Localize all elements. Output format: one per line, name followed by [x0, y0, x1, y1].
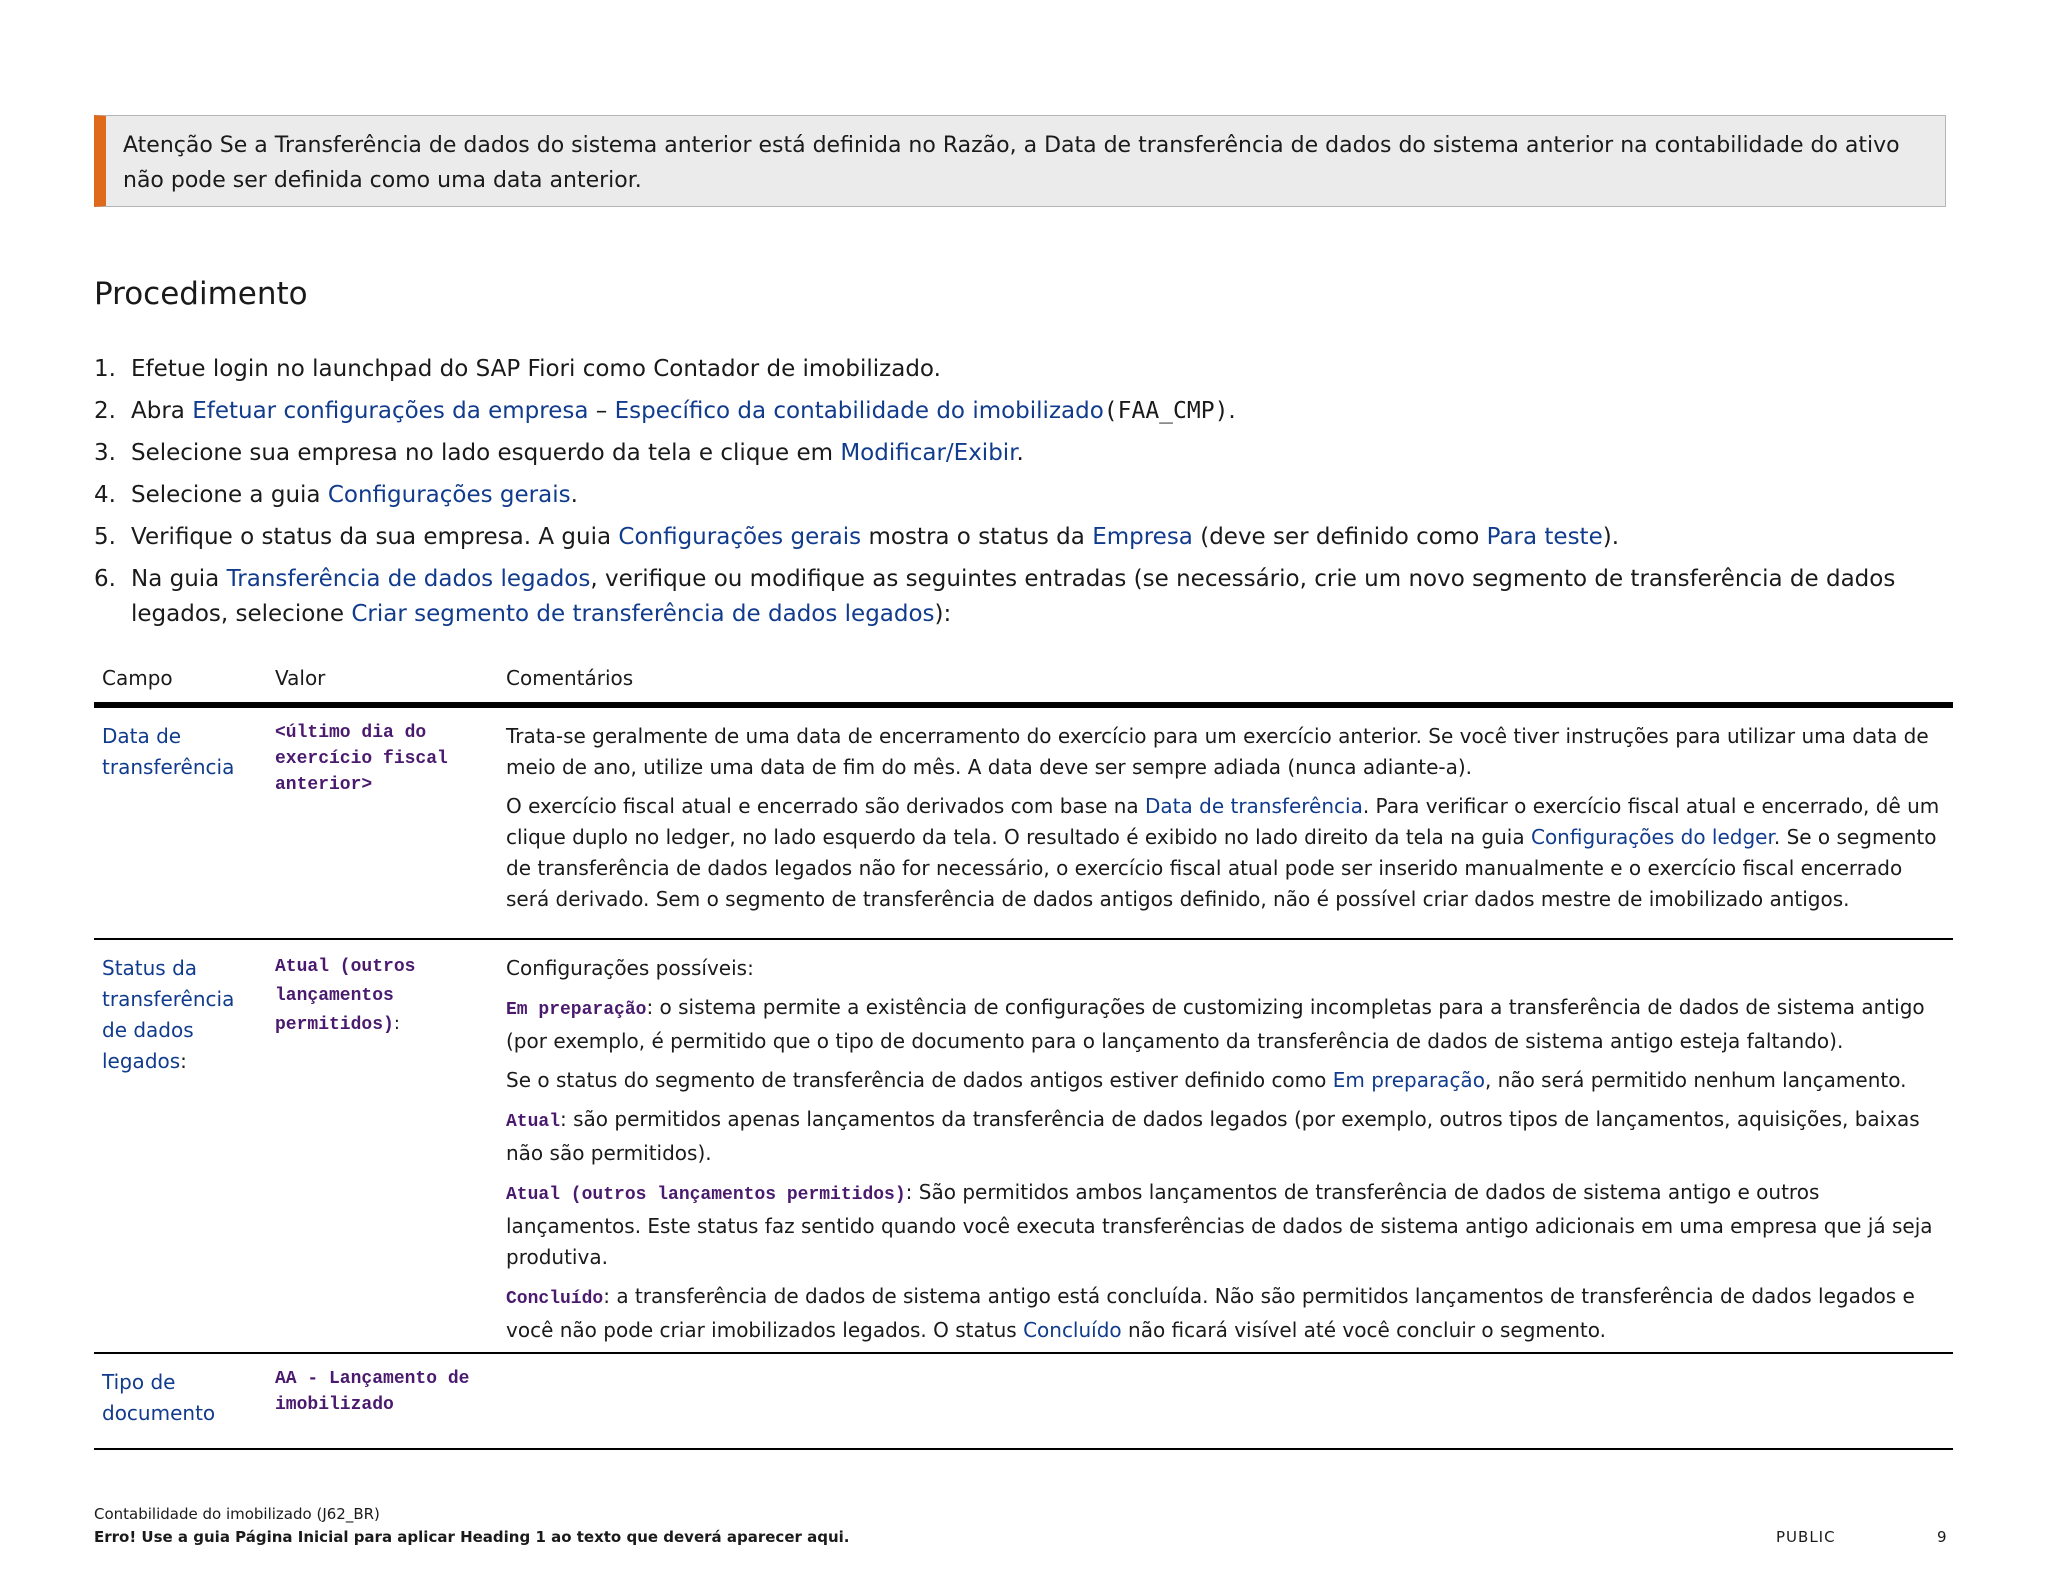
create-legacy-segment-link[interactable]: Criar segmento de transferência de dados legados — [351, 601, 935, 627]
comment-text: : a transferência de dados de sistema antigo está concluída. Não são permitidos lançamentos de transferência de dados legados e você não pode criar imobilizados legados. O status — [506, 1284, 1915, 1342]
step-text: Na guia — [131, 566, 227, 592]
step-dash: – — [588, 398, 615, 424]
comment-text: : são permitidos apenas lançamentos da transferência de dados legados (por exemplo, outros tipos de lançamentos, aquisições, baixas não são permitidos). — [506, 1107, 1920, 1165]
table-row — [94, 940, 1953, 1354]
step-text-end: ): — [934, 601, 952, 627]
status-code: Em preparação — [506, 1000, 647, 1020]
step-text: Selecione a guia — [131, 482, 328, 508]
status-code: Atual — [506, 1112, 561, 1132]
step-text-end: . — [1016, 440, 1024, 466]
comment-text: não ficará visível até você concluir o segmento. — [1121, 1318, 1606, 1342]
step-6 — [94, 562, 1954, 632]
comment-text: : São permitidos ambos lançamentos de transferência de dados de sistema antigo e outros lançamentos. Este status faz sentido quando você executa transferências de dados de sistema antigo adicionais em uma empresa que já seja produtiva. — [506, 1180, 1933, 1269]
asset-accounting-specific-link[interactable]: Específico da contabilidade do imobilizado — [614, 398, 1104, 424]
value-document-type: AA - Lançamento de imobilizado — [275, 1369, 470, 1415]
transfer-date-link: Data de transferência — [1145, 794, 1363, 818]
field-document-type: Tipo de documento — [102, 1370, 216, 1425]
company-link[interactable]: Empresa — [1092, 524, 1193, 550]
step-text-end: . — [570, 482, 578, 508]
table-row — [94, 1354, 1953, 1450]
step-number: 5. — [94, 524, 116, 550]
general-settings-link[interactable]: Configurações gerais — [618, 524, 862, 550]
legacy-data-transfer-link[interactable]: Transferência de dados legados — [226, 566, 591, 592]
comment-paragraph — [506, 1281, 1943, 1346]
comment-paragraph — [506, 992, 1943, 1057]
step-text: Verifique o status da sua empresa. A guia — [131, 524, 619, 550]
in-preparation-link: Em preparação — [1332, 1068, 1485, 1092]
comment-text: Se o status do segmento de transferência de dados antigos estiver definido como — [506, 1068, 1333, 1092]
settings-table — [94, 658, 1953, 1450]
step-3 — [94, 436, 1954, 471]
value-transfer-date: <último dia do exercício fiscal anterior> — [275, 723, 448, 795]
modify-display-link[interactable]: Modificar/Exibir — [840, 440, 1017, 466]
step-text: Efetue login no launchpad do SAP Fiori como Contador de imobilizado. — [131, 356, 941, 382]
value-code: Atual (outros lançamentos permitidos) — [275, 957, 416, 1035]
value-transfer-status — [275, 952, 445, 1039]
step-4 — [94, 478, 1954, 513]
field-transfer-status — [102, 953, 235, 1077]
step-text-end: . — [1228, 398, 1236, 424]
step-text-mid: , verifique ou modifique as seguintes entradas (se necessário, crie um novo segmento de transferência de dados legados, selecione — [131, 566, 1896, 627]
step-text-mid: (deve ser definido como — [1192, 524, 1487, 550]
comment-paragraph: Trata-se geralmente de uma data de encerramento do exercício para um exercício anterior. Se você tiver instruções para utilizar uma data de meio de ano, utilize uma data de fim do mês. A data deve ser sempre adiada (nunca adiante-a). — [506, 724, 1929, 779]
step-2 — [94, 394, 1954, 429]
step-number: 3. — [94, 440, 116, 466]
header-value: Valor — [275, 666, 326, 690]
footer-classification: PUBLIC — [1776, 1528, 1836, 1546]
procedure-steps — [94, 352, 1954, 639]
procedure-heading: Procedimento — [94, 276, 308, 312]
field-transfer-date: Data de transferência — [102, 724, 235, 779]
step-number: 6. — [94, 566, 116, 592]
comment-paragraph — [506, 1065, 1943, 1096]
header-comment: Comentários — [506, 666, 634, 690]
step-text-mid: mostra o status da — [861, 524, 1093, 550]
step-number: 2. — [94, 398, 116, 424]
table-row — [94, 708, 1953, 940]
concluded-link: Concluído — [1023, 1318, 1122, 1342]
general-settings-link[interactable]: Configurações gerais — [327, 482, 571, 508]
ledger-settings-link: Configurações do ledger — [1530, 825, 1774, 849]
step-number: 1. — [94, 356, 116, 382]
comment-paragraph: Configurações possíveis: — [506, 956, 754, 980]
step-5 — [94, 520, 1954, 555]
step-text: Abra — [131, 398, 193, 424]
page-number: 9 — [1937, 1528, 1947, 1546]
comment-text: . Se o segmento de transferência de dados legados não for necessário, o exercício fiscal atual pode ser inserido manualmente e o exercício fiscal encerrado será derivado. Sem o segmento de transferência de dados antigos definido, não é possível criar dados mestre de imobilizado antigos. — [506, 825, 1937, 911]
value-suffix: : — [393, 1013, 400, 1034]
for-test-link[interactable]: Para teste — [1486, 524, 1603, 550]
status-code: Atual (outros lançamentos permitidos) — [506, 1185, 906, 1205]
comment-text: O exercício fiscal atual e encerrado são derivados com base na — [506, 794, 1146, 818]
comment-paragraph — [506, 1104, 1943, 1169]
comment-text: : o sistema permite a existência de configurações de customizing incompletas para a transferência de dados de sistema antigo (por exemplo, é permitido que o tipo de documento para o lançamento da transferência de dados de sistema antigo esteja faltando). — [506, 995, 1925, 1053]
attention-callout — [94, 115, 1946, 207]
table-header — [94, 658, 1953, 708]
status-code: Concluído — [506, 1289, 604, 1309]
comment-transfer-status — [506, 940, 1953, 1346]
field-label: Status da transferência de dados legados — [102, 956, 235, 1073]
company-settings-link[interactable]: Efetuar configurações da empresa — [192, 398, 589, 424]
comment-paragraph — [506, 791, 1943, 915]
app-id-code: (FAA_CMP) — [1103, 398, 1229, 424]
step-number: 4. — [94, 482, 116, 508]
field-suffix: : — [180, 1049, 187, 1073]
header-field: Campo — [102, 666, 173, 690]
callout-text: Atenção Se a Transferência de dados do sistema anterior está definida no Razão, a Data de transferência de dados do sistema anterior na contabilidade do ativo não pode ser definida como uma data anterior. — [123, 133, 1900, 193]
comment-transfer-date — [506, 708, 1953, 915]
comment-text: , não será permitido nenhum lançamento. — [1484, 1068, 1907, 1092]
comment-paragraph — [506, 1177, 1943, 1273]
comment-text: . Para verificar o exercício fiscal atual e encerrado, dê um clique duplo no ledger, no lado esquerdo da tela. O resultado é exibido no lado direito da tela na guia — [506, 794, 1940, 849]
footer-title: Contabilidade do imobilizado (J62_BR) — [94, 1505, 380, 1523]
step-text: Selecione sua empresa no lado esquerdo da tela e clique em — [131, 440, 841, 466]
step-text-end: ). — [1602, 524, 1620, 550]
footer-error-text: Erro! Use a guia Página Inicial para aplicar Heading 1 ao texto que deverá aparecer aqui. — [94, 1528, 850, 1546]
step-1 — [94, 352, 1954, 387]
